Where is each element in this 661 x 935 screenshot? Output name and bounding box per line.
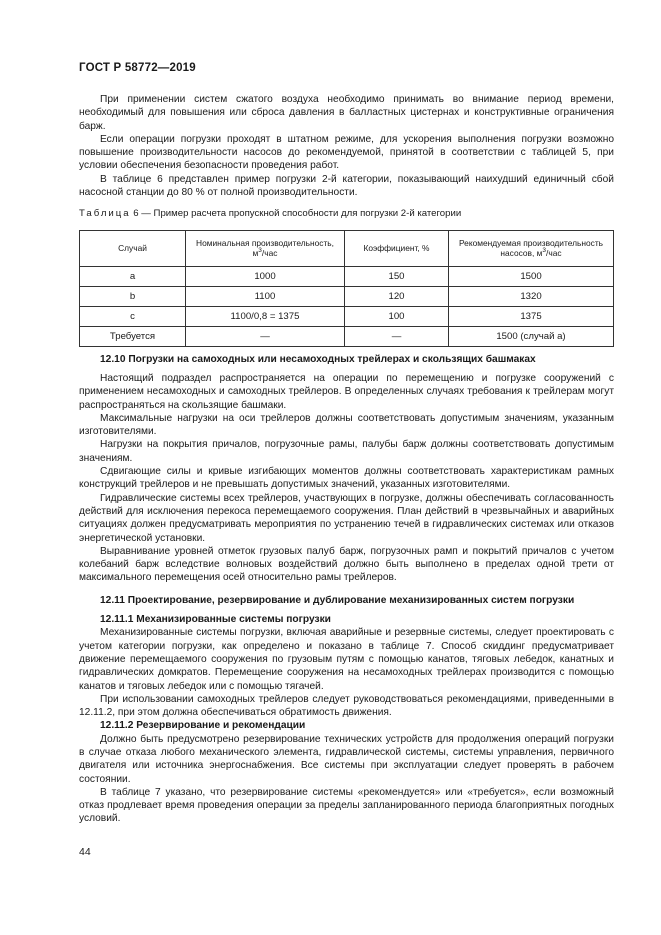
cell-coefficient: — bbox=[345, 326, 449, 346]
cell-recommended: 1500 bbox=[449, 266, 614, 286]
table-header-row bbox=[80, 230, 614, 266]
paragraph: В таблице 6 представлен пример погрузки 2-й категории, показывающий наихудший единичный сбой насосной станции до 80 % от полной производительности. bbox=[79, 173, 614, 199]
paragraph: Гидравлические системы всех трейлеров, участвующих в погрузке, должны обеспечивать согласованность действий для исключения перекоса перемещаемого сооружения. План действий в чрезвычайных и аварийных ситуациях должен предусматривать мероприятия по устранению течей в гидравлических системах или отказов энергетической установки. bbox=[79, 492, 614, 544]
paragraph: Выравнивание уровней отметок грузовых палуб барж, погрузочных рамп и покрытий причалов с учетом колебаний барж вследствие волновых воздействий должно быть выполнено в пределах одной трети от максимального перемещения осей относительно рамы трейлеров. bbox=[79, 545, 614, 584]
cell-recommended: 1320 bbox=[449, 286, 614, 306]
header-coefficient: Коэффициент, % bbox=[345, 230, 449, 266]
cell-nominal: 1100 bbox=[186, 286, 345, 306]
cell-coefficient: 120 bbox=[345, 286, 449, 306]
table-caption-text: 6 — Пример расчета пропускной способности для погрузки 2-й категории bbox=[133, 208, 462, 220]
cell-coefficient: 100 bbox=[345, 306, 449, 326]
cell-coefficient: 150 bbox=[345, 266, 449, 286]
page-content bbox=[79, 93, 614, 826]
subsection-heading: 12.11.1 Механизированные системы погрузки bbox=[100, 614, 331, 626]
paragraph: Должно быть предусмотрено резервирование технических устройств для продолжения операций погрузки в случае отказа любого механического элемента, гидравлической системы, системы управления, первичного двигателя или источника энергоснабжения. Все системы при эксплуатации следует проверять в рабочем состоянии. bbox=[79, 733, 614, 785]
cell-recommended: 1500 (случай а) bbox=[449, 326, 614, 346]
table-row bbox=[80, 286, 614, 306]
cell-nominal: 1100/0,8 = 1375 bbox=[186, 306, 345, 326]
cell-recommended: 1375 bbox=[449, 306, 614, 326]
section-heading: 12.10 Погрузки на самоходных или несамоходных трейлерах и скользящих башмаках bbox=[100, 353, 536, 365]
table-row bbox=[80, 306, 614, 326]
paragraph: Если операции погрузки проходят в штатном режиме, для ускорения выполнения погрузки возможно повышение производительности насосов до рекомендуемой, принятой в соответствии с таблицей 5, при условии обеспечения безопасности проведения работ. bbox=[79, 133, 614, 172]
header-recommended: Рекомендуемая производительность насосов, $м^3$/час bbox=[449, 230, 614, 266]
table-row bbox=[80, 266, 614, 286]
paragraph: При применении систем сжатого воздуха необходимо принимать во внимание период времени, необходимый для повышения или сброса давления в балластных цистернах и конструктивные ограничения барж. bbox=[79, 94, 614, 132]
paragraph: Механизированные системы погрузки, включая аварийные и резервные системы, следует проектировать с учетом категории погрузки, как определено и показано в таблице 7. Способ скиддинг предусматривает движение перемещаемого сооружения по грузовым путям с помощью канатов, тяговых лебедок, канатных и гидравлических домкратов. Перемещение сооружения на несамоходных трейлерах производится с помощью канатов и тяговых лебедок или с помощью тягачей. bbox=[79, 627, 614, 692]
header-nominal: Номинальная производительность, $м^3$/час bbox=[186, 230, 345, 266]
cell-nominal: 1000 bbox=[186, 266, 345, 286]
paragraph: Нагрузки на покрытия причалов, погрузочные рамы, палубы барж должны соответствовать допустимым значениям. bbox=[79, 439, 614, 464]
paragraph: Максимальные нагрузки на оси трейлеров должны соответствовать допустимым значениям, указанным изготовителями. bbox=[79, 412, 614, 438]
cell-case: b bbox=[80, 286, 186, 306]
table-row bbox=[80, 326, 614, 346]
header-case: Случай bbox=[80, 230, 186, 266]
paragraph: При использовании самоходных трейлеров следует руководствоваться рекомендациями, приведенными в 12.11.2, при этом должна обеспечиваться обратимость движения. bbox=[79, 693, 614, 719]
paragraph: Сдвигающие силы и кривые изгибающих моментов должны соответствовать характеристикам рамных конструкций трейлеров и не превышать допустимых значений, указанных изготовителями. bbox=[79, 466, 614, 491]
cell-case: с bbox=[80, 306, 186, 326]
paragraph: В таблице 7 указано, что резервирование системы «рекомендуется» или «требуется», если возможный отказ продлевает время проведения операции за пределы запланированного периода благоприятных погодных условий. bbox=[79, 786, 614, 825]
cell-nominal: — bbox=[186, 326, 345, 346]
subsection-heading: 12.11.2 Резервирование и рекомендации bbox=[100, 720, 306, 732]
document-header: ГОСТ Р 58772—2019 bbox=[79, 62, 196, 74]
section-heading: 12.11 Проектирование, резервирование и дублирование механизированных систем погрузки bbox=[100, 594, 575, 606]
cell-case: Требуется bbox=[80, 326, 186, 346]
cell-case: а bbox=[80, 266, 186, 286]
table-caption bbox=[79, 207, 614, 220]
paragraph: Настоящий подраздел распространяется на операции по перемещению и погрузке сооружений с применением несамоходных и самоходных трейлеров. В определенных случаях требования к трейлерам могут распространяться на скользящие башмаки. bbox=[79, 372, 614, 411]
page-number: 44 bbox=[79, 846, 91, 858]
table-caption-label: Таблица bbox=[79, 208, 131, 220]
capacity-table bbox=[79, 230, 614, 347]
